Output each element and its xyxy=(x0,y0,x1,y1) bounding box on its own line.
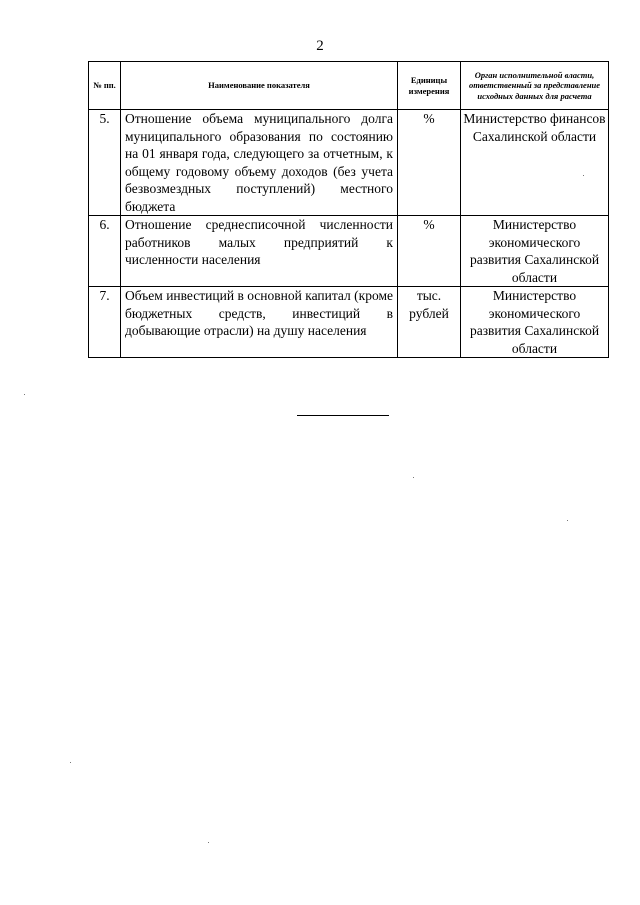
scan-speck xyxy=(567,520,568,521)
row-unit: % xyxy=(398,110,461,216)
closing-rule xyxy=(297,415,389,416)
row-indicator-name: Отношение объема муниципального долга муниципального образования по состоянию на 01 января года, следующего за отчетным, к общему годовому объему доходов (без учета безвозмездных поступлений) местного бюджета xyxy=(121,110,398,216)
page-number: 2 xyxy=(316,38,324,54)
table-row xyxy=(89,216,609,287)
scan-speck xyxy=(583,175,584,176)
row-responsible-body: Министерство экономического развития Сахалинской области xyxy=(461,287,609,358)
row-indicator-name: Отношение среднесписочной численности работников малых предприятий к численности населения xyxy=(121,216,398,287)
row-indicator-name: Объем инвестиций в основной капитал (кроме бюджетных средств, инвестиций в добывающие отрасли) на душу населения xyxy=(121,287,398,358)
row-unit: тыс. рублей xyxy=(398,287,461,358)
row-responsible-body: Министерство финансов Сахалинской области xyxy=(461,110,609,216)
row-unit: % xyxy=(398,216,461,287)
table-row xyxy=(89,110,609,216)
scan-speck xyxy=(70,762,71,763)
row-number: 5. xyxy=(89,110,121,216)
scan-speck xyxy=(24,394,25,395)
header-units: Единицы измерения xyxy=(398,62,461,110)
scan-speck xyxy=(208,842,209,843)
header-responsible-body: Орган исполнительной власти, ответственный за представление исходных данных для расчета xyxy=(461,62,609,110)
header-indicator-name: Наименование показателя xyxy=(121,62,398,110)
row-number: 7. xyxy=(89,287,121,358)
row-number: 6. xyxy=(89,216,121,287)
table-header-row xyxy=(89,62,609,110)
table-row xyxy=(89,287,609,358)
scan-speck xyxy=(413,477,414,478)
row-responsible-body: Министерство экономического развития Сахалинской области xyxy=(461,216,609,287)
header-number: № пп. xyxy=(89,62,121,110)
indicators-table xyxy=(88,61,609,358)
